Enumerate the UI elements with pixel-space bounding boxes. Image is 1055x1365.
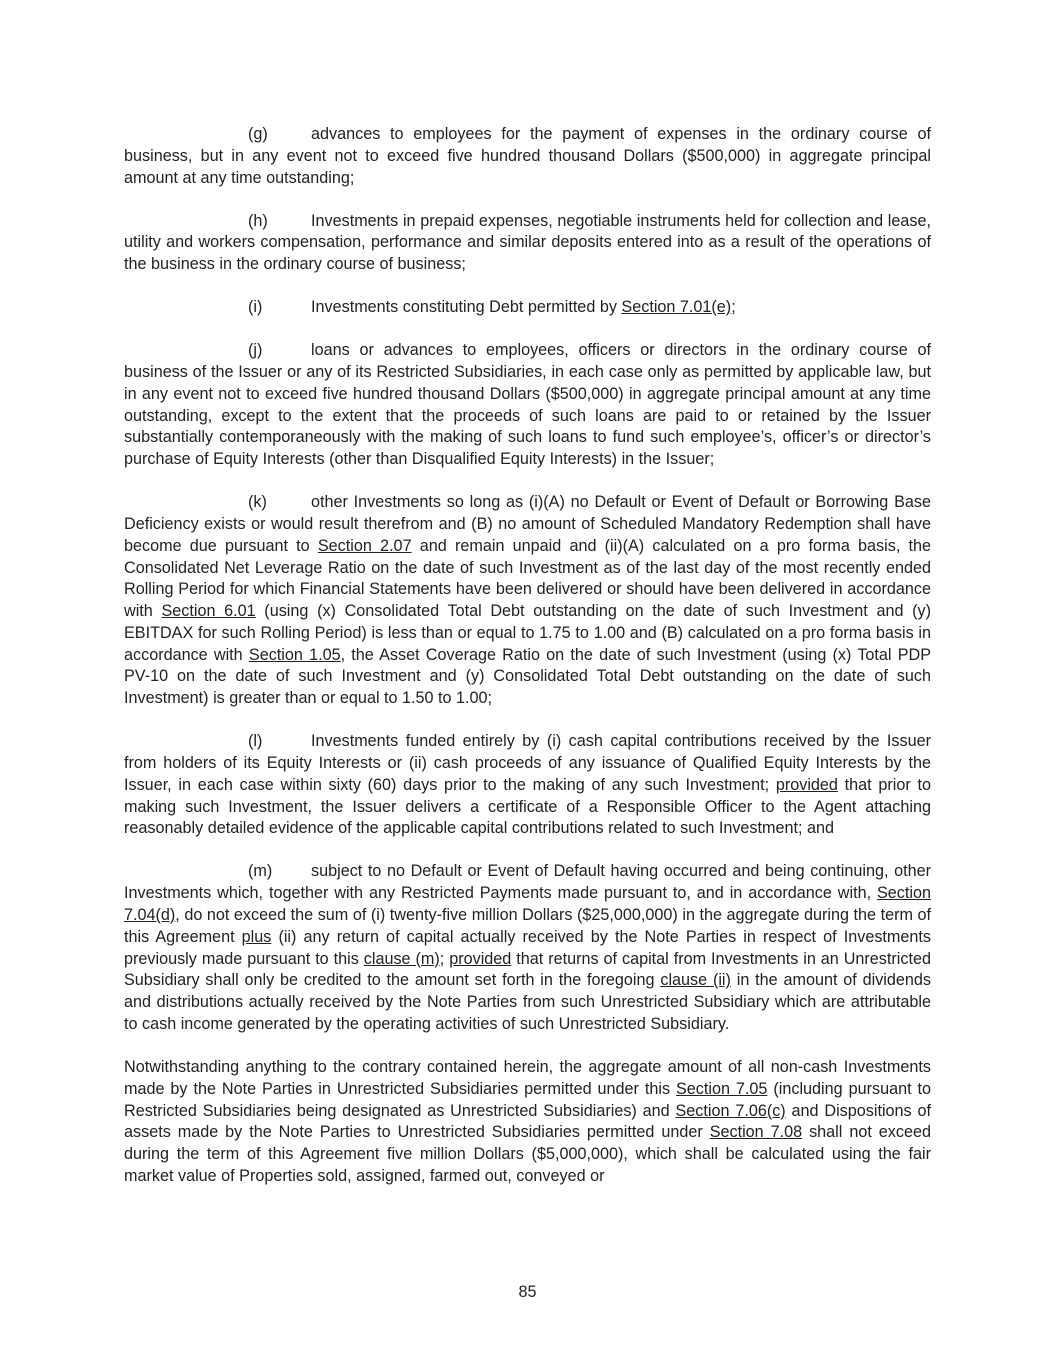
clause-label: (h): [248, 211, 268, 230]
clause-label: (j): [248, 341, 263, 360]
clause-text: (using (x) Consolidated Total Debt outstanding on the date of such Investment and (y) EBITDAX for such Rolling Period) is less than or equal to 1.75 to 1.00 and (B) calculated on a pro forma basis in accordance with: [124, 602, 932, 664]
clause-text: ;: [731, 298, 736, 317]
clause-text: that returns of capital from Investments in an Unrestricted Subsidiary shall only be credited to the amount set forth in the foregoing: [124, 949, 931, 990]
clause-i: [124, 297, 931, 319]
clause-text: ;: [439, 949, 450, 968]
section-reference: clause (ii): [660, 971, 731, 990]
clause-label: (i): [248, 298, 263, 317]
section-reference: Section 7.04(d): [124, 884, 931, 925]
clause-m: [124, 861, 931, 1035]
clause-k: [124, 492, 931, 710]
section-reference: Section 7.05: [676, 1079, 768, 1098]
clause-text: Investments constituting Debt permitted by: [311, 298, 622, 317]
section-reference: Section 1.05: [248, 645, 341, 664]
clause-text: Investments funded entirely by (i) cash capital contributions received by the Issuer from holders of its Equity Interests or (ii) cash proceeds of any issuance of Qualified Equity Interests by the Issuer, in each case within sixty (60) days prior to the making of any such Investment;: [124, 732, 931, 794]
section-reference: Section 7.06(c): [675, 1101, 786, 1120]
clause-label: (l): [248, 732, 263, 751]
paragraph-text: shall not exceed during the term of this Agreement five million Dollars ($5,000,000), which shall be calculated using the fair market value of Properties sold, assigned, farmed out, conveyed or: [124, 1123, 931, 1185]
underlined-term: plus: [241, 927, 272, 946]
clause-j: [124, 340, 931, 471]
section-reference: Section 7.08: [709, 1123, 803, 1142]
clause-h: [124, 211, 931, 276]
clause-l: [124, 731, 931, 840]
clause-label: (g): [248, 125, 268, 143]
section-reference: Section 7.01(e): [621, 298, 732, 317]
clause-text: loans or advances to employees, officers or directors in the ordinary course of business of the Issuer or any of its Restricted Subsidiaries, in each case only as permitted by applicable law, but in any event not to exceed five hundred thousand Dollars ($500,000) in aggregate principal amount at any time outstanding, except to the extent that the proceeds of such loans are paid to or retained by the Issuer substantially contemporaneously with the making of such loans to fund such employee’s, officer’s or director’s purchase of Equity Interests (other than Disqualified Equity Interests) in the Issuer;: [124, 341, 931, 469]
clause-label: (m): [248, 862, 273, 881]
clause-text: in the amount of dividends and distributions actually received by the Note Parties from such Unrestricted Subsidiary which are attributable to cash income generated by the operating activities of such Unrestricted Subsidiary.: [124, 971, 932, 1034]
underlined-term: provided: [449, 949, 512, 968]
clause-g: [124, 124, 931, 189]
clause-text: , do not exceed the sum of (i) twenty-five million Dollars ($25,000,000) in the aggregate during the term of this Agreement: [124, 906, 931, 946]
clause-text: , the Asset Coverage Ratio on the date of such Investment (using (x) Total PDP PV-10 on the date of such Investment and (y) Consolidated Total Debt outstanding on the date of such Investment) is greater than or equal to 1.50 to 1.00;: [124, 645, 931, 708]
clause-text: that prior to making such Investment, the Issuer delivers a certificate of a Responsible Officer to the Agent attaching reasonably detailed evidence of the applicable capital contributions related to such Investment; and: [124, 775, 931, 838]
page-number: 85: [518, 1283, 537, 1301]
clause-text: (ii) any return of capital actually received by the Note Parties in respect of Investments previously made pursuant to this: [124, 927, 931, 968]
underlined-term: provided: [775, 775, 838, 794]
final-paragraph: [124, 1057, 931, 1188]
section-reference: clause (m): [363, 949, 440, 968]
clause-text: and remain unpaid and (ii)(A) calculated on a pro forma basis, the Consolidated Net Leverage Ratio on the date of such Investment as of the last day of the most recently ended Rolling Period for which Financial Statements have been delivered or should have been delivered in accordance with: [124, 536, 932, 621]
clause-text: subject to no Default or Event of Default having occurred and being continuing, other Investments which, together with any Restricted Payments made pursuant to, and in accordance with,: [124, 862, 931, 903]
clause-text: other Investments so long as (i)(A) no Default or Event of Default or Borrowing Base Deficiency exists or would result therefrom and (B) no amount of Scheduled Mandatory Redemption shall have become due pursuant to: [124, 493, 931, 555]
clause-text: Investments in prepaid expenses, negotiable instruments held for collection and lease, utility and workers compensation, performance and similar deposits entered into as a result of the operations of the business in the ordinary course of business;: [124, 211, 931, 274]
section-reference: Section 2.07: [317, 536, 412, 555]
clause-label: (k): [248, 493, 267, 512]
paragraph-text: and Dispositions of assets made by the Note Parties to Unrestricted Subsidiaries permitted under: [124, 1101, 931, 1142]
paragraph-text: (including pursuant to Restricted Subsidiaries being designated as Unrestricted Subsidiaries) and: [124, 1079, 932, 1120]
document-page: [124, 124, 931, 1188]
section-reference: Section 6.01: [161, 602, 256, 621]
paragraph-text: Notwithstanding anything to the contrary contained herein, the aggregate amount of all non-cash Investments made by the Note Parties in Unrestricted Subsidiaries permitted under this: [124, 1058, 931, 1098]
clause-text: advances to employees for the payment of expenses in the ordinary course of business, but in any event not to exceed five hundred thousand Dollars ($500,000) in aggregate principal amount at any time outstanding;: [124, 125, 931, 187]
